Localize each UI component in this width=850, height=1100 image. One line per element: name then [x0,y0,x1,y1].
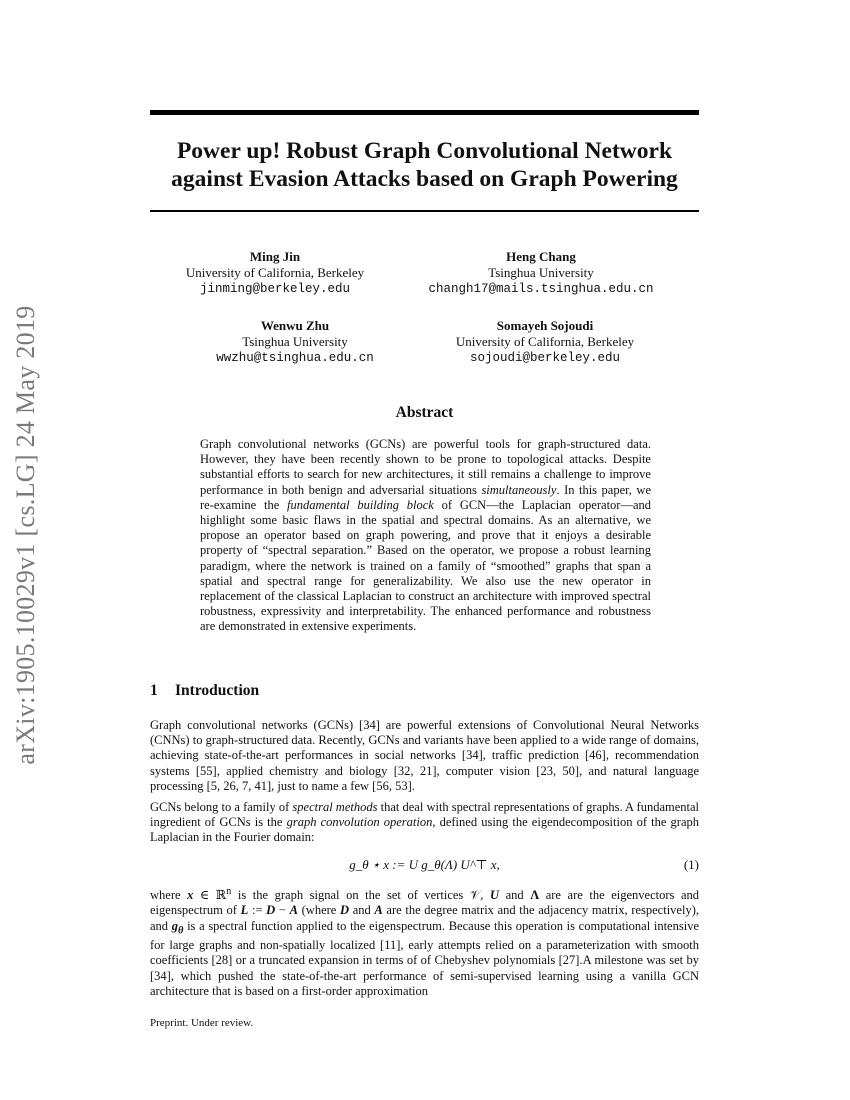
author-name: Somayeh Sojoudi [496,318,594,333]
abstract-text: of GCN—the Laplacian operator—and highlight some basic flaws in the spatial and spectral domains. As an alternative, we propose an operator based on graph powering, and prove that it enjoys a desirable property of “spectral separation.” Based on the operator, we propose a robust learning paradigm, where the network is trained on a family of “smoothed” graphs that span a spatial and spectral range for generalizability. We also use the new operator in replacement of the classical Laplacian to construct an architecture with improved spectral robustness, expressivity and interpretability. The enhanced performance and robustness are demonstrated in extensive experiments. [200,497,652,634]
paragraph-emphasis: spectral methods [292,800,378,814]
author-affiliation: University of California, Berkeley [455,334,635,349]
author-name: Heng Chang [506,249,576,264]
math-symbol: x [187,888,194,903]
paragraph-text: GCNs belong to a family of [150,800,293,814]
abstract-emphasis: simultaneously [481,482,557,497]
paragraph-text: , defined using the eigendecomposition of the graph Laplacian in the Fourier domain: [150,815,699,845]
intro-paragraph-1: Graph convolutional networks (GCNs) [34] are powerful extensions of Convolutional Neural Networks (CNNs) to graph-structured data. Recently, GCNs and variants have been applied to a wide range of domains, achieving state-of-the-art performances in social networks [34], traffic prediction [46], recommendation systems [55], applied chemistry and biology [32, 21], computer vision [23, 50], and natural language processing [5, 26, 7, 41], just to name a few [56, 53]. [150,718,699,793]
abstract-heading: Abstract [395,404,454,421]
equation-expression: g_θ ⋆ x := U g_θ(Λ) U^⊤ x, [349,857,500,872]
author-email[interactable]: wwzhu@tsinghua.edu.cn [216,351,374,365]
arxiv-stamp [6,285,46,785]
section-heading [150,682,259,700]
paragraph-text: are the eigenvectors and eigenspectrum of [150,888,699,918]
preprint-footer: Preprint. Under review. [150,1017,254,1029]
paper-title [150,137,699,193]
equation-number: (1) [683,857,699,872]
math-symbol: L [240,903,249,918]
author-block [180,318,410,366]
section-number: 1 [150,682,158,699]
math-symbol: D [266,903,276,918]
paragraph-text: (where [297,903,340,918]
paragraph-text: is the graph signal on the set of vertices 𝒱, [231,888,490,903]
author-affiliation: Tsinghua University [488,265,594,280]
paragraph-text: where [150,888,188,903]
paragraph-emphasis: graph convolution operation [286,815,433,830]
author-affiliation: Tsinghua University [242,334,348,349]
author-email[interactable]: jinming@berkeley.edu [199,282,351,296]
author-affiliation: University of California, Berkeley [185,265,365,280]
math-symbol: A [374,903,383,918]
abstract-text: Graph convolutional networks (GCNs) are powerful tools for graph-structured data. However, they have been recently shown to be prone to topological attacks. Despite substantial efforts to search for new architectures, it still remains a challenge to improve performance in both benign and adversarial situations [200,437,651,497]
math-symbol: D [340,903,350,918]
author-email[interactable]: changh17@mails.tsinghua.edu.cn [428,282,654,296]
math-symbol: U [489,888,499,903]
abstract-emphasis: fundamental building block [287,497,434,512]
paragraph-text: is a spectral function applied to the eigenspectrum. Because this operation is computational intensive for large graphs and non-spatially localized [11], early attempts relied on a parameterization with smooth coefficients [28] or a truncated expansion in terms of of Chebyshev polynomials [27].A milestone was set by [34], which pushed the state-of-the-art performance of semi-supervised learning using a vanilla GCN architecture that is based on a first-order approximation [150,918,699,998]
author-block [410,249,672,297]
intro-paragraph-3: where x ∈ ℝ$^n$ is the graph signal on the set of vertices 𝒱, U and Λ are are the eigenvectors and eigenspectrum of L := D − A (where D and A are the degree matrix and the adjacency matrix, respectively), and $g_\theta$ is a spectral function applied to the eigenspectrum. Because this operation is computational intensive for large graphs and non-spatially localized [11], early attempts relied on a parameterization with smooth coefficients [28] or a truncated expansion in terms of of Chebyshev polynomials [27].A milestone was set by [34], which pushed the state-of-the-art performance of semi-supervised learning using a vanilla GCN architecture that is based on a first-order approximation [150,886,699,998]
equation-1 [150,857,699,875]
arxiv-stamp-text: arXiv:1905.10029v1 [cs.LG] 24 May 2019 [11,305,40,765]
math-symbol: A [289,903,298,918]
section-title: Introduction [175,682,260,699]
title-line-2: against Evasion Attacks based on Graph Powering [171,166,678,192]
title-top-rule [150,110,699,115]
math-symbol: $g_\theta$ [171,918,184,937]
abstract-body [200,437,651,635]
title-bottom-rule [150,210,699,212]
author-name: Wenwu Zhu [260,318,330,333]
author-email[interactable]: sojoudi@berkeley.edu [469,351,621,365]
author-name: Ming Jin [249,249,301,264]
title-line-1: Power up! Robust Graph Convolutional Network [176,138,673,164]
abstract-text: . In this paper, we re-examine the [200,482,651,512]
math-symbol: Λ [530,888,540,903]
paragraph-text: that deal with spectral representations of graphs. A fundamental ingredient of GCNs is the [150,800,700,830]
intro-paragraph-2 [150,800,699,846]
author-block [175,249,375,297]
author-block [430,318,660,366]
paragraph-text: are the degree matrix and the adjacency matrix, respectively), and [150,903,699,933]
